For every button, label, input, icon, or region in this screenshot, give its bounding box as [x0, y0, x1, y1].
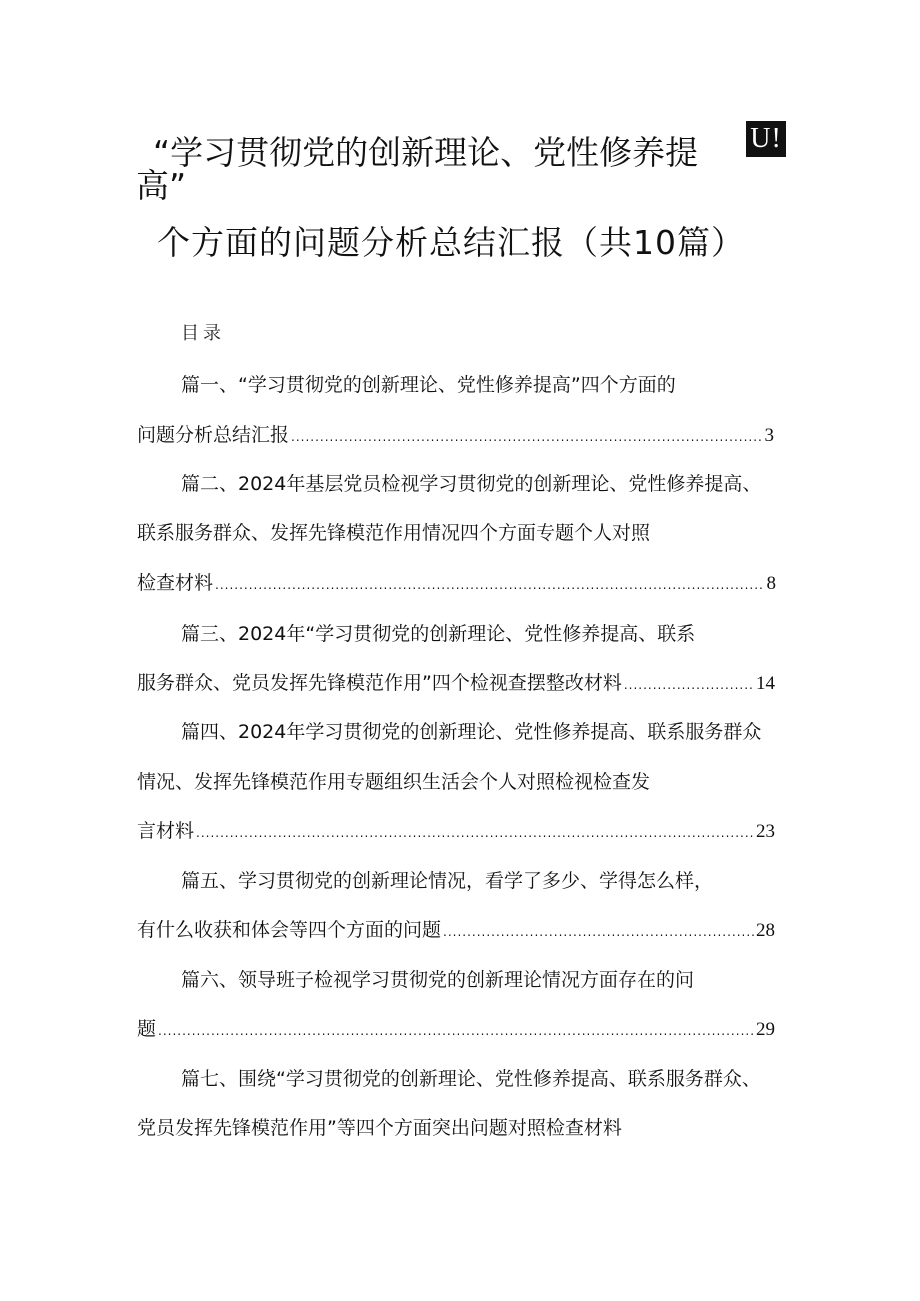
title-line-1: “学习贯彻党的创新理论、党性修养提 [153, 133, 699, 172]
toc-entry-3-last-line[interactable] [137, 670, 775, 698]
toc-entry-6-page: 29 [756, 1019, 775, 1040]
toc-heading: 目录 [181, 323, 225, 344]
toc-entry-1-page: 3 [764, 425, 774, 446]
dot-leader [158, 1018, 754, 1044]
toc-entry-6-text: 题 [137, 1018, 157, 1040]
toc-entry-5-line-1[interactable]: 篇五、学习贯彻党的创新理论情况，看学了多少、学得怎么样， [181, 870, 714, 892]
toc-entry-2-line-2[interactable]: 联系服务群众、发挥先锋模范作用情况四个方面专题个人对照 [137, 522, 651, 544]
toc-entry-7-line-2[interactable]: 党员发挥先锋模范作用”等四个方面突出问题对照检查材料 [137, 1117, 622, 1139]
toc-entry-4-text: 言材料 [137, 820, 195, 842]
toc-entry-3-line-1[interactable]: 篇三、2024年“学习贯彻党的创新理论、党性修养提高、联系 [181, 623, 696, 645]
dot-leader [196, 820, 754, 846]
toc-entry-1-line-1[interactable]: 篇一、“学习贯彻党的创新理论、党性修养提高”四个方面的 [181, 374, 676, 396]
dot-leader [624, 672, 754, 698]
toc-entry-1-text: 问题分析总结汇报 [137, 424, 290, 446]
toc-entry-3-page: 14 [756, 673, 775, 694]
dot-leader [215, 572, 764, 598]
toc-entry-5-last-line[interactable] [137, 917, 775, 945]
toc-entry-2-last-line[interactable] [137, 570, 776, 598]
logo-badge: U! [746, 121, 786, 157]
toc-entry-4-line-2[interactable]: 情况、发挥先锋模范作用专题组织生活会个人对照检视检查发 [137, 771, 651, 793]
title-line-2: 高” [136, 166, 187, 205]
toc-entry-2-text: 检查材料 [137, 572, 214, 594]
toc-entry-4-page: 23 [756, 821, 775, 842]
dot-leader [291, 424, 762, 450]
toc-entry-7-line-1[interactable]: 篇七、围绕“学习贯彻党的创新理论、党性修养提高、联系服务群众、 [181, 1068, 761, 1090]
toc-entry-1-last-line[interactable] [137, 422, 774, 450]
toc-entry-4-last-line[interactable] [137, 818, 775, 846]
toc-entry-5-page: 28 [756, 920, 775, 941]
toc-entry-2-page: 8 [766, 573, 776, 594]
toc-entry-6-last-line[interactable] [137, 1016, 775, 1044]
title-line-3: 个方面的问题分析总结汇报（共10篇） [157, 223, 745, 262]
dot-leader [443, 919, 754, 945]
toc-entry-4-line-1[interactable]: 篇四、2024年学习贯彻党的创新理论、党性修养提高、联系服务群众 [181, 721, 762, 743]
toc-entry-6-line-1[interactable]: 篇六、领导班子检视学习贯彻党的创新理论情况方面存在的问 [181, 969, 695, 991]
toc-entry-5-text: 有什么收获和体会等四个方面的问题 [137, 919, 442, 941]
toc-entry-2-line-1[interactable]: 篇二、2024年基层党员检视学习贯彻党的创新理论、党性修养提高、 [181, 473, 762, 495]
toc-entry-3-text: 服务群众、党员发挥先锋模范作用”四个检视查摆整改材料 [137, 672, 622, 694]
